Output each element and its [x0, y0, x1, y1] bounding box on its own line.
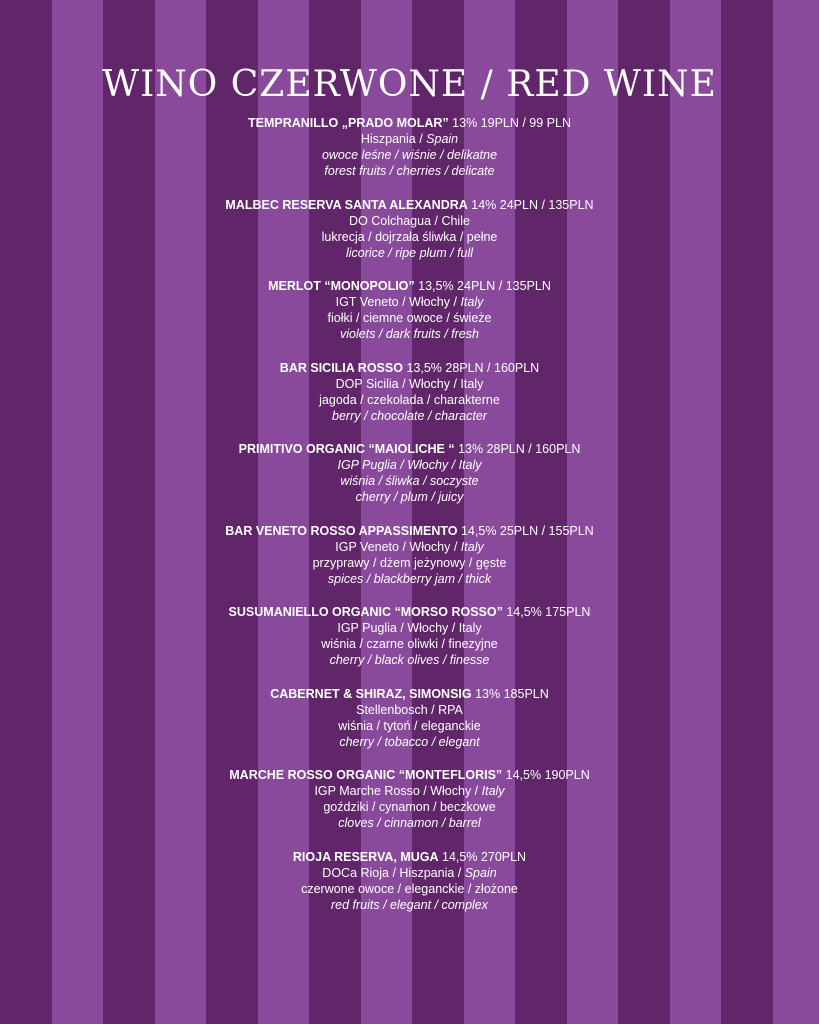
wine-notes-pl: wiśnia / czarne oliwki / finezyjne — [321, 637, 498, 651]
wine-name: MALBEC RESERVA SANTA ALEXANDRA — [225, 197, 468, 212]
wine-notes-pl: przyprawy / dżem jeżynowy / gęste — [312, 555, 507, 570]
wine-details: 13% 19PLN / 99 PLN — [452, 116, 571, 130]
wine-details: 13% 185PLN — [475, 686, 549, 701]
wine-item — [0, 686, 819, 768]
wine-name: SUSUMANIELLO ORGANIC “MORSO ROSSO” — [228, 605, 503, 619]
wine-origin: IGT Veneto / Włochy / — [335, 295, 461, 309]
wine-notes-en: cherry / black olives / finesse — [329, 653, 490, 667]
wine-details: 14,5% 25PLN / 155PLN — [460, 523, 594, 538]
wine-origin: Hiszpania / — [360, 132, 427, 146]
wine-name: MERLOT “MONOPOLIO” — [268, 279, 415, 293]
wine-notes-pl: lukrecja / dojrzała śliwka / pełne — [321, 229, 498, 244]
wine-details: 14,5% 190PLN — [505, 768, 590, 782]
wine-notes-pl: jagoda / czekolada / charakterne — [319, 392, 500, 407]
wine-name: BAR SICILIA ROSSO — [279, 360, 403, 375]
wine-origin-en: Spain — [464, 865, 497, 880]
wine-notes-en: forest fruits / cherries / delicate — [324, 164, 495, 178]
wine-notes-en: berry / chocolate / character — [332, 408, 487, 423]
wine-item — [0, 115, 819, 197]
wine-notes-en: cloves / cinnamon / barrel — [338, 816, 481, 830]
wine-origin-en: Italy — [481, 784, 505, 798]
wine-notes-pl: fiołki / ciemne owoce / świeże — [327, 311, 492, 325]
wine-notes-en: violets / dark fruits / fresh — [340, 327, 479, 341]
wine-notes-en: spices / blackberry jam / thick — [327, 571, 492, 586]
wine-notes-pl: goździki / cynamon / beczkowe — [323, 800, 496, 814]
wine-origin: DO Colchagua / Chile — [349, 213, 470, 228]
wine-notes-en: licorice / ripe plum / full — [345, 245, 474, 260]
wine-notes-pl: wiśnia / śliwka / soczyste — [340, 474, 479, 488]
wine-item — [0, 767, 819, 849]
wine-notes-pl: owoce leśne / wiśnie / delikatne — [321, 148, 498, 162]
wine-origin: Stellenbosch / RPA — [356, 702, 463, 717]
wine-details: 14% 24PLN / 135PLN — [471, 197, 594, 212]
wine-notes-pl: czerwone owoce / eleganckie / złożone — [301, 881, 518, 896]
wine-origin: IGP Veneto / Włochy / — [335, 539, 461, 554]
wine-origin-en: Italy — [460, 295, 484, 309]
wine-details: 13% 28PLN / 160PLN — [458, 442, 581, 456]
wine-name: CABERNET & SHIRAZ, SIMONSIG — [270, 686, 472, 701]
wine-origin-en: Italy — [460, 539, 484, 554]
wine-item — [0, 849, 819, 931]
wine-origin-en: IGP Puglia / Włochy / Italy — [337, 458, 482, 472]
wine-origin-en: Spain — [426, 132, 459, 146]
wine-details: 13,5% 28PLN / 160PLN — [406, 360, 540, 375]
wine-details: 13,5% 24PLN / 135PLN — [418, 279, 551, 293]
wine-details: 14,5% 175PLN — [506, 605, 591, 619]
page-title: WINO CZERWONE / RED WINE — [102, 64, 717, 106]
wine-item — [0, 278, 819, 360]
wine-name: MARCHE ROSSO ORGANIC “MONTEFLORIS” — [229, 768, 503, 782]
wine-details: 14,5% 270PLN — [442, 849, 527, 864]
wine-origin: IGP Puglia / Włochy / Italy — [337, 621, 482, 635]
wine-notes-en: cherry / plum / juicy — [355, 490, 464, 504]
wine-item — [0, 441, 819, 523]
wine-name: BAR VENETO ROSSO APPASSIMENTO — [225, 523, 458, 538]
wine-name: RIOJA RESERVA, MUGA — [292, 849, 439, 864]
wine-notes-en: cherry / tobacco / elegant — [339, 734, 480, 749]
wine-name: TEMPRANILLO „PRADO MOLAR” — [248, 116, 449, 130]
wine-name: PRIMITIVO ORGANIC “MAIOLICHE “ — [238, 442, 455, 456]
wine-item — [0, 360, 819, 442]
wine-item — [0, 197, 819, 279]
wine-notes-en: red fruits / elegant / complex — [330, 897, 489, 912]
wine-origin: IGP Marche Rosso / Włochy / — [314, 784, 482, 798]
wine-item — [0, 604, 819, 686]
wine-origin: DOP Sicilia / Włochy / Italy — [335, 376, 484, 391]
wine-item — [0, 523, 819, 605]
wine-list — [0, 115, 819, 930]
wine-notes-pl: wiśnia / tytoń / eleganckie — [338, 718, 481, 733]
wine-origin: DOCa Rioja / Hiszpania / — [322, 865, 465, 880]
